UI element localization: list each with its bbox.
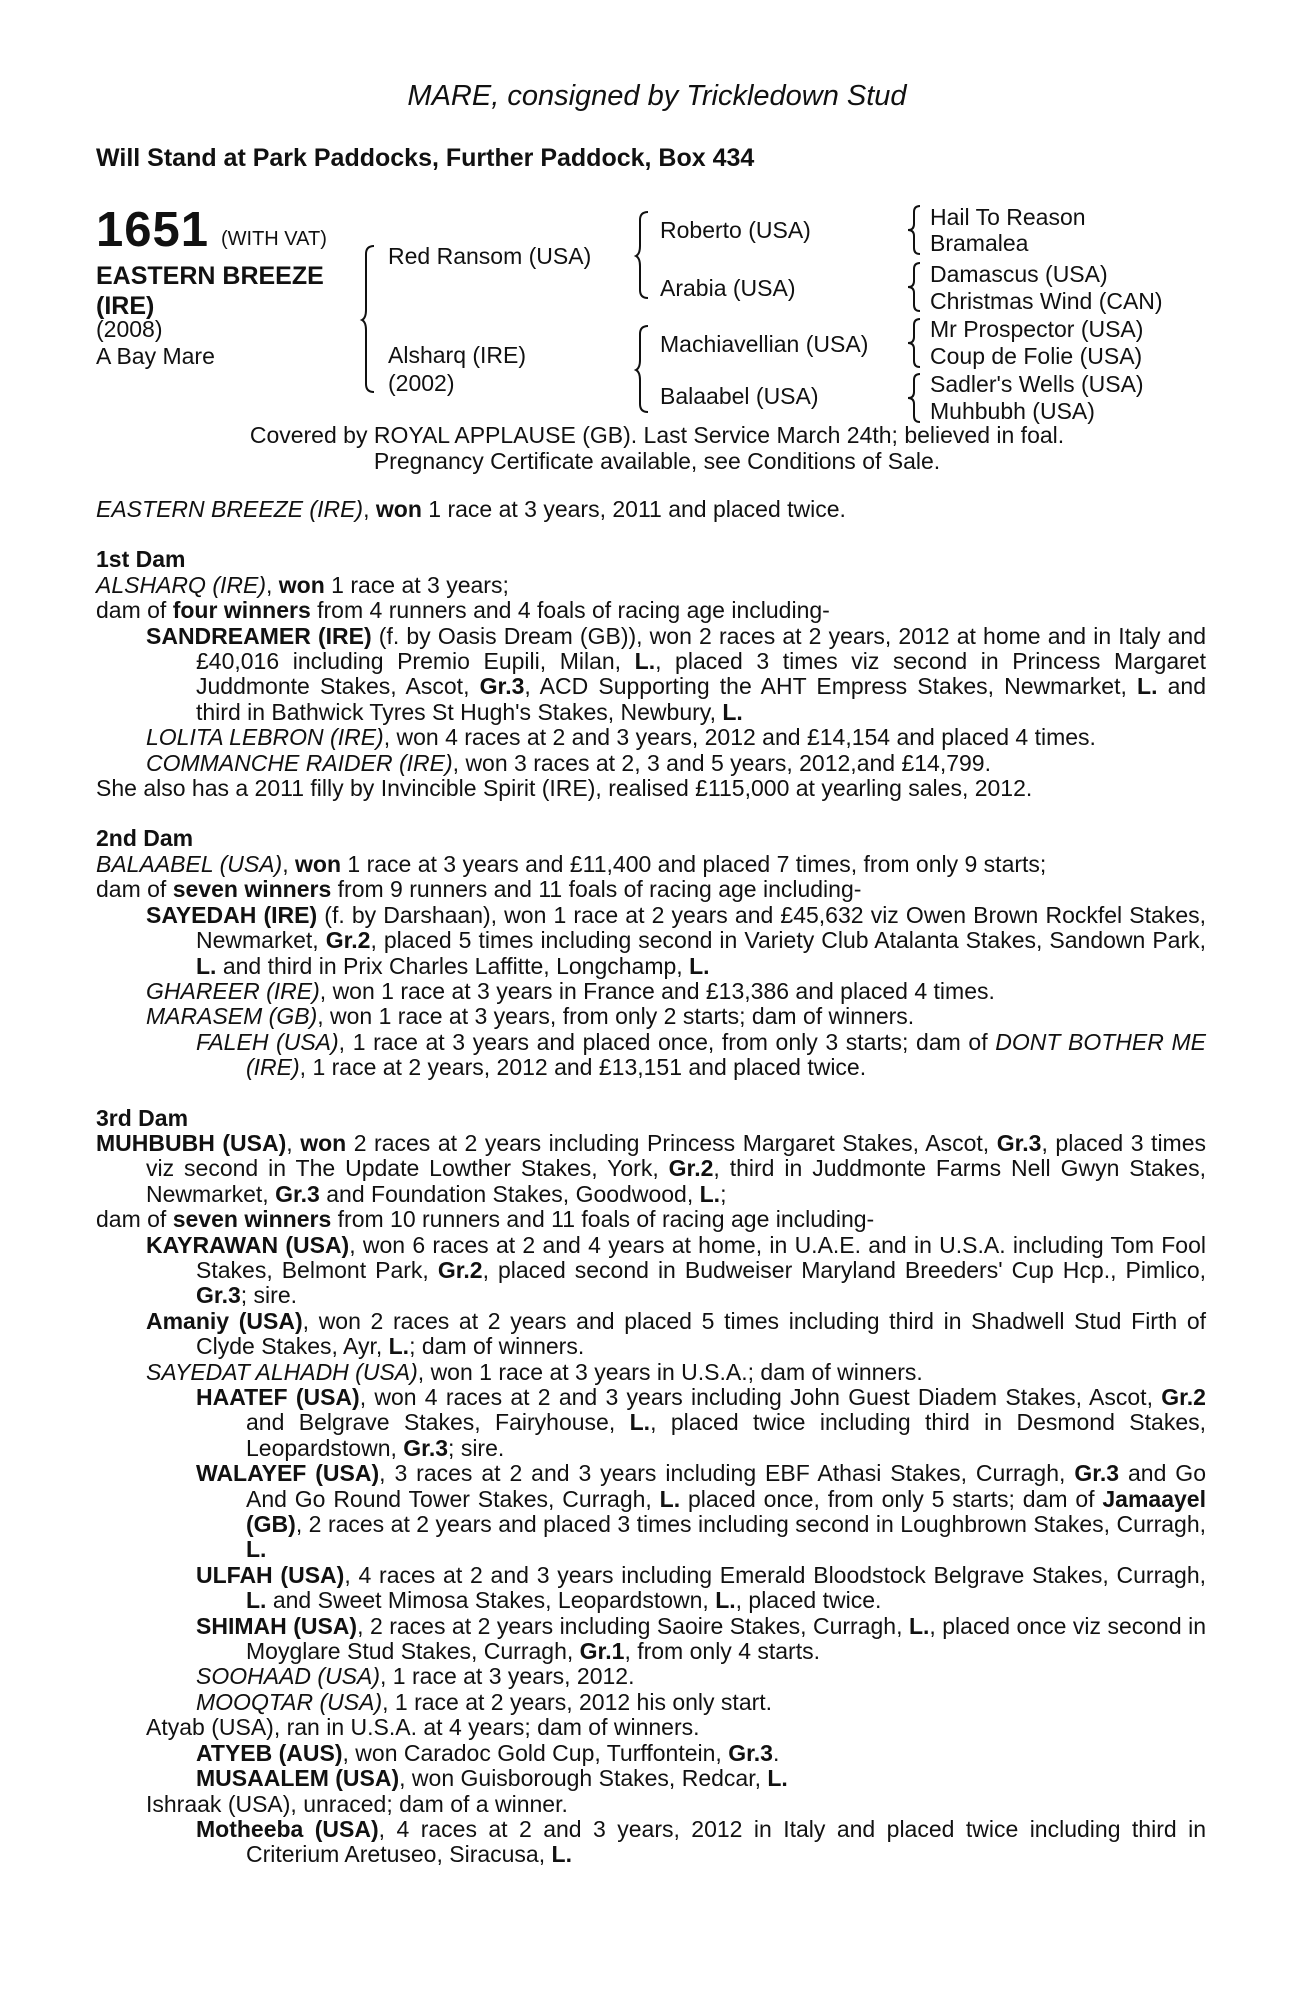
dam1-dam-of: dam of four winners from 4 runners and 4 foals of racing age including- xyxy=(96,597,830,624)
dam3-heading: 3rd Dam xyxy=(96,1104,189,1131)
pedigree-gen2-4: Balaabel (USA) xyxy=(660,383,819,409)
dam3-entry-atyab: Atyab (USA), ran in U.S.A. at 4 years; dam of winners. xyxy=(146,1714,700,1741)
dam1-entry-lolita: LOLITA LEBRON (IRE), won 4 races at 2 and 3 years, 2012 and £14,154 and placed 4 times. xyxy=(146,724,1096,751)
pedigree-gen3-6: Coup de Folie (USA) xyxy=(930,343,1143,369)
summary-line: EASTERN BREEZE (IRE), won 1 race at 3 years, 2011 and placed twice. xyxy=(96,496,846,522)
dam2-entry-marasem: MARASEM (GB), won 1 race at 3 years, from only 2 starts; dam of winners. xyxy=(146,1003,915,1030)
dam1-heading: 1st Dam xyxy=(96,546,186,573)
dam3-entry-atyeb: ATYEB (AUS), won Caradoc Gold Cup, Turffontein, Gr.3. xyxy=(196,1739,780,1766)
pedigree-gen3-4: Christmas Wind (CAN) xyxy=(930,288,1163,314)
lot-number: 1651 xyxy=(96,203,210,257)
pedigree-gen2-1: Roberto (USA) xyxy=(660,217,811,243)
pedigree-bracket-g3-3 xyxy=(908,317,922,369)
dam3-entry-sayedat: SAYEDAT ALHADH (USA), won 1 race at 3 years in U.S.A.; dam of winners. xyxy=(146,1358,923,1385)
dam3-entry-ishraak: Ishraak (USA), unraced; dam of a winner. xyxy=(146,1790,568,1817)
covered-line2: Pregnancy Certificate available, see Conditions of Sale. xyxy=(373,448,941,474)
horse-name-line2: (IRE) xyxy=(96,292,155,320)
pedigree-sire: Red Ransom (USA) xyxy=(388,243,592,269)
pedigree-gen3-3: Damascus (USA) xyxy=(930,261,1108,287)
vat-note: (WITH VAT) xyxy=(221,228,327,250)
dam3-entry-haatef: HAATEF (USA), won 4 races at 2 and 3 years including John Guest Diadem Stakes, Ascot, Gr.2 and Belgrave Stakes, Fairyhouse, L., placed twice including third in Desmond Stakes, Leopardstown, Gr.3; sire. xyxy=(196,1384,1206,1461)
dam3-entry-shimah: SHIMAH (USA), 2 races at 2 years including Saoire Stakes, Curragh, L., placed once viz second in Moyglare Stud Stakes, Curragh, Gr.1, from only 4 starts. xyxy=(196,1612,1206,1665)
dam1-also: She also has a 2011 filly by Invincible Spirit (IRE), realised £115,000 at yearling sales, 2012. xyxy=(96,775,1033,802)
dam3-entry-mooqtar: MOOQTAR (USA), 1 race at 2 years, 2012 his only start. xyxy=(196,1688,773,1715)
horse-year: (2008) xyxy=(96,316,163,342)
pedigree-bracket-dam xyxy=(636,324,650,414)
stand-location: Will Stand at Park Paddocks, Further Paddock, Box 434 xyxy=(96,144,755,172)
pedigree-gen3-7: Sadler's Wells (USA) xyxy=(930,371,1144,397)
dam3-entry-motheeba: Motheeba (USA), 4 races at 2 and 3 years, 2012 in Italy and placed twice including third in Criterium Aretuseo, Siracusa, L. xyxy=(196,1815,1206,1868)
dam3-dam-of: dam of seven winners from 10 runners and 11 foals of racing age including- xyxy=(96,1206,875,1233)
pedigree-gen3-1: Hail To Reason xyxy=(930,204,1086,230)
dam3-entry-ulfah: ULFAH (USA), 4 races at 2 and 3 years including Emerald Bloodstock Belgrave Stakes, Curragh, L. and Sweet Mimosa Stakes, Leopardstown, L., placed twice. xyxy=(196,1561,1206,1614)
page-title: MARE, consigned by Trickledown Stud xyxy=(407,80,907,112)
pedigree-bracket-g3-4 xyxy=(908,372,922,424)
covered-line1: Covered by ROYAL APPLAUSE (GB). Last Service March 24th; believed in foal. xyxy=(249,422,1065,448)
pedigree-gen3-5: Mr Prospector (USA) xyxy=(930,316,1144,342)
dam3-entry-soohaad: SOOHAAD (USA), 1 race at 3 years, 2012. xyxy=(196,1663,635,1690)
pedigree-bracket-sire xyxy=(636,210,650,300)
dam3-entry-kayrawan: KAYRAWAN (USA), won 6 races at 2 and 4 years at home, in U.A.E. and in U.S.A. including Tom Fool Stakes, Belmont Park, Gr.2, placed second in Budweiser Maryland Breeders' Cup Hcp., Pimlico, Gr.3; sire. xyxy=(146,1231,1207,1309)
dam1-entry-sandreamer: SANDREAMER (IRE) (f. by Oasis Dream (GB)), won 2 races at 2 years, 2012 at home and in Italy and £40,016 including Premio Eupili, Milan, L., placed 3 times viz second in Princess Margaret Juddmonte Stakes, Ascot, Gr.3, ACD Supporting the AHT Empress Stakes, Newmarket, L. and third in Bathwick Tyres St Hugh's Stakes, Newbury, L. xyxy=(146,622,1207,725)
dam2-entry-faleh: FALEH (USA), 1 race at 3 years and placed once, from only 3 starts; dam of DONT BOTHER ME (IRE), 1 race at 2 years, 2012 and £13,151 and placed twice. xyxy=(196,1028,1206,1081)
horse-info xyxy=(96,316,215,370)
pedigree-bracket-main xyxy=(362,244,376,394)
pedigree-bracket-g3-2 xyxy=(908,261,922,313)
dam3-entry-amaniy: Amaniy (USA), won 2 races at 2 years and placed 5 times including third in Shadwell Stud Firth of Clyde Stakes, Ayr, L.; dam of winners. xyxy=(146,1307,1206,1360)
dam2-entry-ghareer: GHAREER (IRE), won 1 race at 3 years in France and £13,386 and placed 4 times. xyxy=(146,977,995,1004)
pedigree-dam-year: (2002) xyxy=(388,370,455,396)
pedigree-gen3-2: Bramalea xyxy=(930,230,1029,256)
horse-name-line1: EASTERN BREEZE xyxy=(96,262,324,290)
horse-description: A Bay Mare xyxy=(96,343,215,369)
dam1-entry-commanche: COMMANCHE RAIDER (IRE), won 3 races at 2, 3 and 5 years, 2012,and £14,799. xyxy=(146,749,991,776)
dam2-line: BALAABEL (USA), won 1 race at 3 years and £11,400 and placed 7 times, from only 9 starts; xyxy=(96,850,1047,877)
dam2-heading: 2nd Dam xyxy=(96,825,194,852)
produce-record xyxy=(96,497,1206,1868)
dam3-entry-musaalem: MUSAALEM (USA), won Guisborough Stakes, Redcar, L. xyxy=(196,1765,788,1792)
dam2-dam-of: dam of seven winners from 9 runners and 11 foals of racing age including- xyxy=(96,876,862,903)
pedigree-gen2-3: Machiavellian (USA) xyxy=(660,331,869,357)
pedigree-gen3-8: Muhbubh (USA) xyxy=(930,398,1095,424)
dam2-entry-sayedah: SAYEDAH (IRE) (f. by Darshaan), won 1 race at 2 years and £45,632 viz Owen Brown Rockfel Stakes, Newmarket, Gr.2, placed 5 times including second in Variety Club Atalanta Stakes, Sandown Park, L. and third in Prix Charles Laffitte, Longchamp, L. xyxy=(146,901,1207,979)
pedigree-gen2-2: Arabia (USA) xyxy=(660,275,796,301)
pedigree-dam: Alsharq (IRE) xyxy=(388,342,527,368)
covered-note xyxy=(0,422,1314,474)
dam3-entry-walayef: WALAYEF (USA), 3 races at 2 and 3 years including EBF Athasi Stakes, Curragh, Gr.3 and Go And Go Round Tower Stakes, Curragh, L. placed once, from only 5 starts; dam of Jamaayel (GB), 2 races at 2 years and placed 3 times including second in Loughbrown Stakes, Curragh, L. xyxy=(196,1460,1206,1563)
pedigree-bracket-g3-1 xyxy=(908,204,922,256)
dam3-line: MUHBUBH (USA), won 2 races at 2 years including Princess Margaret Stakes, Ascot, Gr.3, placed 3 times viz second in The Update Lowther Stakes, York, Gr.2, third in Juddmonte Farms Nell Gwyn Stakes, Newmarket, Gr.3 and Foundation Stakes, Goodwood, L.; xyxy=(96,1129,1207,1207)
horse-name xyxy=(96,261,324,321)
dam1-line: ALSHARQ (IRE), won 1 race at 3 years; xyxy=(96,571,509,598)
